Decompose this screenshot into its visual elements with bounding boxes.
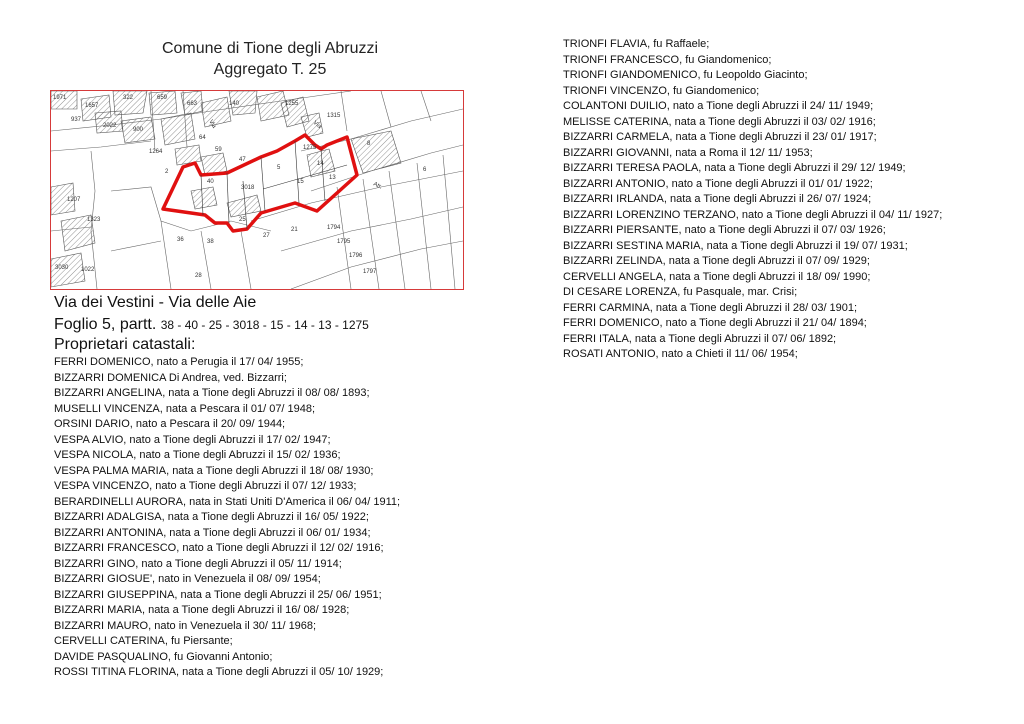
owner-entry: VESPA PALMA MARIA, nata a Tione degli Abruzzi il 18/ 08/ 1930; [54,464,374,477]
svg-text:3018: 3018 [241,185,255,191]
owner-entry: ROSATI ANTONIO, nato a Chieti il 11/ 06/ 1954; [563,348,798,360]
owner-entry: DI CESARE LORENZA, fu Pasquale, mar. Crisi; [563,286,798,298]
svg-text:40: 40 [207,179,214,185]
svg-text:5: 5 [277,165,281,171]
owner-entry: BIZZARRI ANTONINA, nata a Tione degli Abruzzi il 06/ 01/ 1934; [54,526,371,539]
svg-text:14: 14 [317,161,324,167]
svg-text:1794: 1794 [327,225,341,231]
svg-text:21: 21 [291,227,298,233]
svg-text:1275: 1275 [303,145,317,151]
owner-entry: ROSSI TITINA FLORINA, nata a Tione degli Abruzzi il 05/ 10/ 1929; [54,666,384,678]
owner-entry: BIZZARRI FRANCESCO, nato a Tione degli Abruzzi il 12/ 02/ 1916; [54,542,384,554]
foglio-particelle [54,316,369,334]
svg-text:13: 13 [329,175,336,181]
owner-entry: BIZZARRI IRLANDA, nata a Tione degli Abruzzi il 26/ 07/ 1924; [563,193,872,205]
owner-entry: BIZZARRI GINO, nato a Tione degli Abruzzi il 05/ 11/ 1914; [54,557,342,570]
svg-text:64: 64 [199,135,206,141]
svg-text:Via: Via [311,119,323,131]
owner-entry: BIZZARRI TERESA PAOLA, nata a Tione degli Abruzzi il 29/ 12/ 1949; [563,162,906,174]
svg-text:1657: 1657 [85,103,99,109]
svg-text:1264: 1264 [149,149,163,155]
owner-entry: BIZZARRI MARIA, nata a Tione degli Abruzzi il 16/ 08/ 1928; [54,604,350,616]
svg-text:1797: 1797 [363,269,377,275]
svg-text:1323: 1323 [87,217,101,223]
cadastral-map-drawing [51,91,463,289]
owner-entry: BIZZARRI ADALGISA, nata a Tione degli Abruzzi il 16/ 05/ 1922; [54,511,369,523]
svg-text:1315: 1315 [327,113,341,119]
svg-text:322: 322 [123,95,134,101]
owner-entry: VESPA NICOLA, nato a Tione degli Abruzzi il 15/ 02/ 1936; [54,449,341,461]
owner-entry: VESPA ALVIO, nato a Tione degli Abruzzi il 17/ 02/ 1947; [54,433,331,446]
svg-text:900: 900 [133,127,144,133]
svg-text:3030: 3030 [55,265,69,271]
owner-entry: CERVELLI CATERINA, fu Piersante; [54,635,233,647]
owners-list-left [54,355,400,681]
owner-entry: DAVIDE PASQUALINO, fu Giovanni Antonio; [54,650,273,663]
svg-text:Via: Via [207,119,217,130]
proprietari-heading: Proprietari catastali: [54,336,196,353]
svg-text:Atr.: Atr. [372,181,383,191]
owner-entry: BIZZARRI ANTONIO, nato a Tione degli Abruzzi il 01/ 01/ 1922; [563,177,873,190]
owner-entry: BIZZARRI MAURO, nato in Venezuela il 30/ 11/ 1968; [54,619,317,632]
owners-list-right [563,37,942,363]
svg-text:27: 27 [263,233,270,239]
svg-text:36: 36 [177,237,184,243]
owner-entry: BIZZARRI ANGELINA, nata a Tione degli Abruzzi il 08/ 08/ 1893; [54,387,370,399]
owner-entry: CERVELLI ANGELA, nata a Tione degli Abruzzi il 18/ 09/ 1990; [563,270,871,283]
svg-text:1795: 1795 [337,239,351,245]
svg-text:1207: 1207 [67,197,81,203]
svg-text:6: 6 [423,167,427,173]
owner-entry: COLANTONI DUILIO, nato a Tione degli Abruzzi il 24/ 11/ 1949; [563,100,874,112]
cadastral-map [50,90,464,290]
svg-text:1022: 1022 [81,267,95,273]
svg-text:25: 25 [239,217,246,223]
owner-entry: FERRI DOMENICO, nato a Perugia il 17/ 04/ 1955; [54,356,304,368]
owner-entry: MUSELLI VINCENZA, nata a Pescara il 01/ 07/ 1948; [54,402,316,415]
owner-entry: BIZZARRI PIERSANTE, nato a Tione degli Abruzzi il 07/ 03/ 1926; [563,224,886,236]
owner-entry: TRIONFI VINCENZO, fu Giandomenico; [563,84,760,97]
owner-entry: BIZZARRI SESTINA MARIA, nata a Tione degli Abruzzi il 19/ 07/ 1931; [563,239,908,252]
particelle-list: 38 - 40 - 25 - 3018 - 15 - 14 - 13 - 1275 [160,318,369,332]
owner-entry: BIZZARRI GIOSUE', nato in Venezuela il 08/ 09/ 1954; [54,573,321,585]
svg-text:659: 659 [157,95,168,101]
svg-text:937: 937 [71,117,82,123]
owner-entry: FERRI DOMENICO, nato a Tione degli Abruzzi il 21/ 04/ 1894; [563,317,867,329]
svg-text:140: 140 [229,101,240,107]
owner-entry: TRIONFI FLAVIA, fu Raffaele; [563,38,710,50]
owner-entry: TRIONFI GIANDOMENICO, fu Leopoldo Giacinto; [563,69,808,81]
owner-entry: BIZZARRI DOMENICA Di Andrea, ved. Bizzarri; [54,371,287,384]
aggregato-title: Aggregato T. 25 [213,61,327,78]
comune-title: Comune di Tione degli Abruzzi [161,40,379,57]
svg-text:1255: 1255 [285,101,299,107]
street-address: Via dei Vestini - Via delle Aie [54,294,257,311]
owner-entry: TRIONFI FRANCESCO, fu Giandomenico; [563,53,772,66]
svg-text:47: 47 [239,157,246,163]
owner-entry: VESPA VINCENZO, nato a Tione degli Abruzzi il 07/ 12/ 1933; [54,480,357,492]
owner-entry: BIZZARRI CARMELA, nata a Tione degli Abruzzi il 23/ 01/ 1917; [563,131,877,143]
svg-text:2: 2 [165,169,169,175]
owner-entry: BIZZARRI LORENZINO TERZANO, nato a Tione degli Abruzzi il 04/ 11/ 1927; [563,208,943,221]
parcel-number-labels [53,95,427,279]
owner-entry: BIZZARRI GIUSEPPINA, nata a Tione degli Abruzzi il 25/ 06/ 1951; [54,588,382,601]
svg-text:59: 59 [215,147,222,153]
svg-text:28: 28 [195,273,202,279]
svg-text:2022: 2022 [103,123,117,129]
owner-entry: BIZZARRI GIOVANNI, nata a Roma il 12/ 11/ 1953; [563,146,813,159]
owner-entry: ORSINI DARIO, nato a Pescara il 20/ 09/ 1944; [54,418,286,430]
owner-entry: BERARDINELLI AURORA, nata in Stati Uniti D'America il 06/ 04/ 1911; [54,495,401,508]
owner-entry: FERRI CARMINA, nata a Tione degli Abruzzi il 28/ 03/ 1901; [563,301,858,314]
svg-text:663: 663 [187,101,198,107]
owner-entry: FERRI ITALA, nata a Tione degli Abruzzi il 07/ 06/ 1892; [563,332,837,345]
svg-text:8: 8 [367,141,371,147]
svg-text:15: 15 [297,179,304,185]
svg-text:1971: 1971 [53,95,67,101]
foglio-label: Foglio 5, partt. [54,316,157,333]
svg-text:1796: 1796 [349,253,363,259]
owner-entry: MELISSE CATERINA, nata a Tione degli Abruzzi il 03/ 02/ 1916; [563,115,876,128]
svg-text:38: 38 [207,239,214,245]
owner-entry: BIZZARRI ZELINDA, nata a Tione degli Abruzzi il 07/ 09/ 1929; [563,255,870,267]
